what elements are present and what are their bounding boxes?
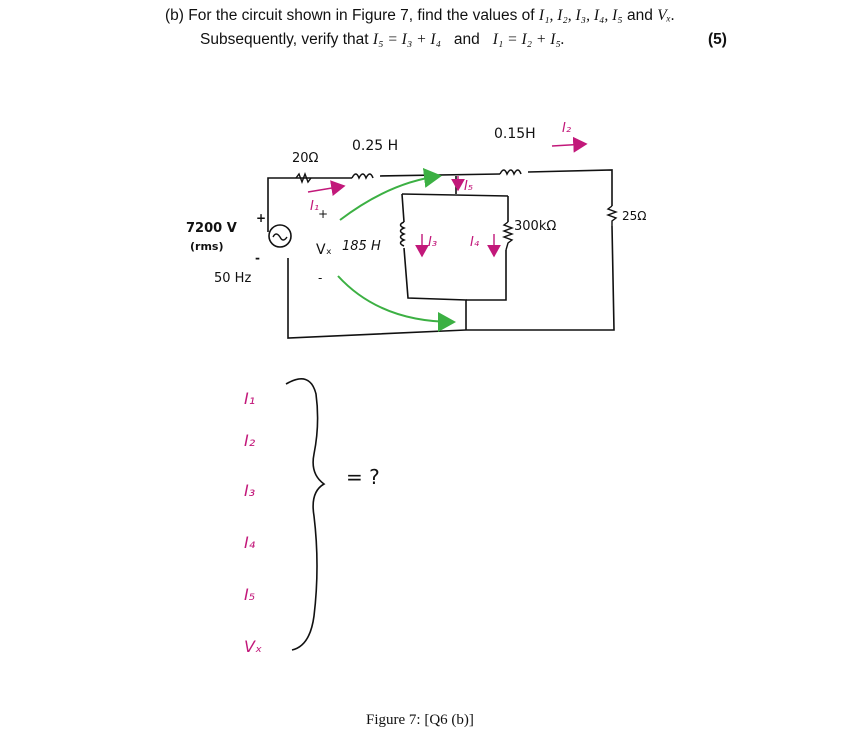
question-and-2: and xyxy=(453,31,480,48)
answer-item-i5: I₅ xyxy=(244,585,256,604)
vx-minus: - xyxy=(318,271,323,285)
frequency-label: 50 Hz xyxy=(214,271,252,286)
inductor-0.15h-icon xyxy=(500,170,521,174)
question-marks: (5) xyxy=(708,31,727,48)
curly-brace xyxy=(286,379,324,650)
question-vars: I₁, I₂, I₃, I₄, I₅ xyxy=(538,7,623,24)
l2-label: 0.15H xyxy=(494,126,536,142)
answer-list xyxy=(244,389,262,656)
i2-arrow xyxy=(552,144,586,146)
r3-label: 25Ω xyxy=(622,209,647,223)
answer-query: = ? xyxy=(346,465,380,489)
question-part: (b) xyxy=(165,7,184,24)
wire-bottom-right xyxy=(466,226,614,330)
vx-plus: + xyxy=(318,207,329,221)
inductor-185h-icon xyxy=(401,222,405,246)
answer-item-i4: I₄ xyxy=(244,533,256,552)
resistor-25-icon xyxy=(608,206,616,226)
question-text-2: Subsequently, verify that xyxy=(200,31,369,48)
wire-top-mid xyxy=(380,174,500,176)
l3-label: 185 H xyxy=(342,239,381,254)
equation-1: I₅ = I₃ + I₄ xyxy=(372,31,441,48)
answer-item-vx: Vₓ xyxy=(244,637,263,656)
wire-top-right xyxy=(528,170,612,206)
vx-label: Vₓ xyxy=(316,242,332,258)
source-voltage-label: 7200 V xyxy=(186,221,237,236)
source-plus-sign: + xyxy=(256,211,267,225)
equation-2: I₁ = I₂ + I₅. xyxy=(492,31,565,48)
answer-item-i3: I₃ xyxy=(244,481,256,500)
i3-label: I₃ xyxy=(428,235,438,250)
answer-item-i2: I₂ xyxy=(244,431,256,450)
figure-caption: Figure 7: [Q6 (b)] xyxy=(366,712,474,728)
wire-inductor-branch xyxy=(402,194,466,330)
resistor-300k-icon xyxy=(504,222,512,250)
question-and-1: and xyxy=(627,7,653,24)
i5-label: I₅ xyxy=(464,179,474,194)
answer-item-i1: I₁ xyxy=(244,389,256,408)
r2-label: 300kΩ xyxy=(514,219,557,234)
wire-bottom-left xyxy=(288,258,466,338)
sine-wave-icon xyxy=(273,234,287,240)
l1-label: 0.25 H xyxy=(352,138,399,154)
source-rms-label: (rms) xyxy=(190,240,224,253)
i2-label: I₂ xyxy=(562,121,572,136)
i1-label: I₁ xyxy=(310,199,320,214)
source-minus-sign: - xyxy=(255,251,260,265)
r1-label: 20Ω xyxy=(292,151,319,166)
inductor-0.25h-icon xyxy=(352,174,373,178)
i4-label: I₄ xyxy=(470,235,480,250)
question-text-1: For the circuit shown in Figure 7, find the values of xyxy=(188,7,535,24)
i1-arrow xyxy=(308,186,344,192)
wire-branch-top xyxy=(402,194,508,196)
loop-arrow-top xyxy=(340,176,440,220)
question-vx: Vₓ. xyxy=(657,7,675,24)
